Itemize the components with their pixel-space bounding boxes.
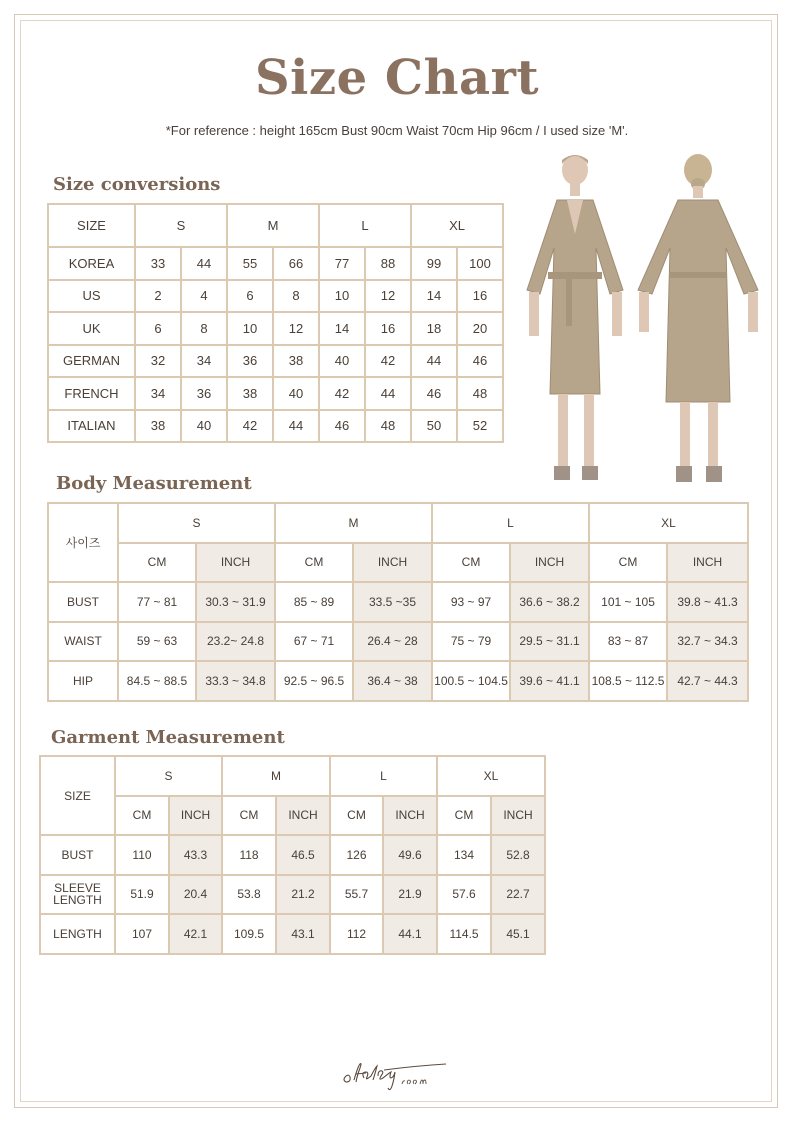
unit-inch-header: INCH <box>667 543 748 583</box>
table-cell: 42 <box>365 345 411 378</box>
table-cell: 34 <box>181 345 227 378</box>
table-cell: 14 <box>411 280 457 313</box>
row-label: BUST <box>40 835 115 875</box>
table-cell: 44 <box>365 377 411 410</box>
table-cell: 32 <box>135 345 181 378</box>
table-cell: 114.5 <box>437 914 491 954</box>
table-cell: 10 <box>319 280 365 313</box>
table-row <box>48 280 503 313</box>
table-cell: 51.9 <box>115 875 169 915</box>
table-cell: 100.5 ~ 104.5 <box>432 661 510 701</box>
table-cell: 18 <box>411 312 457 345</box>
table-cell: 20 <box>457 312 503 345</box>
garment-measurement-heading: Garment Measurement <box>51 727 285 748</box>
reference-note: *For reference : height 165cm Bust 90cm Waist 70cm Hip 96cm / I used size 'M'. <box>165 123 629 138</box>
table-cell: 110 <box>115 835 169 875</box>
table-cell: 101 ~ 105 <box>589 582 667 622</box>
row-label: HIP <box>48 661 118 701</box>
unit-header-row <box>40 796 545 836</box>
table-cell: 10 <box>227 312 273 345</box>
unit-inch-header: INCH <box>383 796 437 836</box>
table-cell: 57.6 <box>437 875 491 915</box>
table-cell: 42 <box>319 377 365 410</box>
table-cell: 20.4 <box>169 875 222 915</box>
table-header-row <box>40 756 545 796</box>
row-label: UK <box>48 312 135 345</box>
table-cell: 22.7 <box>491 875 545 915</box>
table-cell: 44.1 <box>383 914 437 954</box>
unit-inch-header: INCH <box>353 543 432 583</box>
table-cell: 42.7 ~ 44.3 <box>667 661 748 701</box>
table-cell: 40 <box>181 410 227 443</box>
table-cell: 93 ~ 97 <box>432 582 510 622</box>
table-cell: 92.5 ~ 96.5 <box>275 661 353 701</box>
front-view-model <box>527 155 623 480</box>
table-row <box>40 914 545 954</box>
table-cell: 46 <box>319 410 365 443</box>
table-cell: 99 <box>411 247 457 280</box>
table-cell: 45.1 <box>491 914 545 954</box>
table-cell: 36 <box>227 345 273 378</box>
table-row <box>48 622 748 662</box>
size-xl-header: XL <box>411 204 503 247</box>
back-view-model <box>638 154 758 482</box>
table-cell: 107 <box>115 914 169 954</box>
table-cell: 77 <box>319 247 365 280</box>
table-cell: 59 ~ 63 <box>118 622 196 662</box>
table-cell: 46 <box>457 345 503 378</box>
table-cell: 49.6 <box>383 835 437 875</box>
table-cell: 48 <box>365 410 411 443</box>
table-cell: 44 <box>411 345 457 378</box>
table-cell: 26.4 ~ 28 <box>353 622 432 662</box>
unit-inch-header: INCH <box>196 543 275 583</box>
table-cell: 88 <box>365 247 411 280</box>
table-row <box>48 410 503 443</box>
size-header: 사이즈 <box>48 503 118 582</box>
table-cell: 42.1 <box>169 914 222 954</box>
unit-cm-header: CM <box>275 543 353 583</box>
unit-inch-header: INCH <box>510 543 589 583</box>
table-cell: 112 <box>330 914 383 954</box>
row-label: GERMAN <box>48 345 135 378</box>
size-s-header: S <box>118 503 275 543</box>
garment-measurement-table <box>39 755 546 955</box>
table-row <box>40 835 545 875</box>
size-m-header: M <box>227 204 319 247</box>
table-cell: 83 ~ 87 <box>589 622 667 662</box>
table-cell: 40 <box>319 345 365 378</box>
body-measurement-table <box>47 502 749 702</box>
table-cell: 21.9 <box>383 875 437 915</box>
unit-cm-header: CM <box>330 796 383 836</box>
table-cell: 16 <box>365 312 411 345</box>
unit-inch-header: INCH <box>276 796 330 836</box>
row-label: ITALIAN <box>48 410 135 443</box>
unit-cm-header: CM <box>589 543 667 583</box>
table-cell: 44 <box>273 410 319 443</box>
table-row <box>48 661 748 701</box>
table-cell: 36.4 ~ 38 <box>353 661 432 701</box>
size-s-header: S <box>115 756 222 796</box>
table-cell: 12 <box>365 280 411 313</box>
table-cell: 36 <box>181 377 227 410</box>
table-cell: 2 <box>135 280 181 313</box>
unit-cm-header: CM <box>222 796 276 836</box>
table-cell: 6 <box>227 280 273 313</box>
table-header-row <box>48 503 748 543</box>
table-cell: 43.3 <box>169 835 222 875</box>
table-cell: 42 <box>227 410 273 443</box>
table-cell: 84.5 ~ 88.5 <box>118 661 196 701</box>
unit-cm-header: CM <box>115 796 169 836</box>
table-row <box>48 312 503 345</box>
size-header: SIZE <box>40 756 115 835</box>
table-cell: 12 <box>273 312 319 345</box>
table-row <box>48 582 748 622</box>
unit-header-row <box>48 543 748 583</box>
table-cell: 43.1 <box>276 914 330 954</box>
table-cell: 8 <box>181 312 227 345</box>
table-header-row <box>48 204 503 247</box>
table-cell: 23.2~ 24.8 <box>196 622 275 662</box>
table-cell: 50 <box>411 410 457 443</box>
table-row <box>48 247 503 280</box>
table-cell: 109.5 <box>222 914 276 954</box>
table-row <box>48 377 503 410</box>
table-cell: 67 ~ 71 <box>275 622 353 662</box>
unit-cm-header: CM <box>432 543 510 583</box>
table-cell: 100 <box>457 247 503 280</box>
table-cell: 29.5 ~ 31.1 <box>510 622 589 662</box>
unit-inch-header: INCH <box>169 796 222 836</box>
table-cell: 66 <box>273 247 319 280</box>
table-cell: 46.5 <box>276 835 330 875</box>
table-cell: 38 <box>135 410 181 443</box>
size-m-header: M <box>222 756 330 796</box>
table-cell: 4 <box>181 280 227 313</box>
table-cell: 53.8 <box>222 875 276 915</box>
table-cell: 39.8 ~ 41.3 <box>667 582 748 622</box>
size-conversions-heading: Size conversions <box>53 174 221 195</box>
row-label: KOREA <box>48 247 135 280</box>
size-xl-header: XL <box>589 503 748 543</box>
size-header: SIZE <box>48 204 135 247</box>
size-m-header: M <box>275 503 432 543</box>
table-cell: 134 <box>437 835 491 875</box>
table-cell: 6 <box>135 312 181 345</box>
table-cell: 55.7 <box>330 875 383 915</box>
table-row <box>40 875 545 915</box>
table-cell: 55 <box>227 247 273 280</box>
row-label-line1: SLEEVE <box>54 881 101 896</box>
table-cell: 33 <box>135 247 181 280</box>
brand-logo <box>340 1058 452 1092</box>
table-cell: 44 <box>181 247 227 280</box>
table-cell: 77 ~ 81 <box>118 582 196 622</box>
table-cell: 34 <box>135 377 181 410</box>
row-label: WAIST <box>48 622 118 662</box>
table-cell: 38 <box>227 377 273 410</box>
table-cell: 32.7 ~ 34.3 <box>667 622 748 662</box>
table-cell: 38 <box>273 345 319 378</box>
table-cell: 75 ~ 79 <box>432 622 510 662</box>
table-cell: 33.3 ~ 34.8 <box>196 661 275 701</box>
unit-cm-header: CM <box>437 796 491 836</box>
row-label <box>40 875 115 915</box>
row-label: LENGTH <box>40 914 115 954</box>
table-cell: 126 <box>330 835 383 875</box>
table-cell: 118 <box>222 835 276 875</box>
size-l-header: L <box>319 204 411 247</box>
table-cell: 21.2 <box>276 875 330 915</box>
table-row <box>48 345 503 378</box>
table-cell: 39.6 ~ 41.1 <box>510 661 589 701</box>
table-cell: 8 <box>273 280 319 313</box>
unit-cm-header: CM <box>118 543 196 583</box>
row-label: US <box>48 280 135 313</box>
table-cell: 16 <box>457 280 503 313</box>
table-cell: 46 <box>411 377 457 410</box>
table-cell: 48 <box>457 377 503 410</box>
model-robe-illustration <box>508 150 766 486</box>
table-cell: 14 <box>319 312 365 345</box>
page-title: Size Chart <box>254 50 540 106</box>
row-label-line2: LENGTH <box>53 893 102 908</box>
table-cell: 85 ~ 89 <box>275 582 353 622</box>
unit-inch-header: INCH <box>491 796 545 836</box>
row-label: BUST <box>48 582 118 622</box>
size-xl-header: XL <box>437 756 545 796</box>
table-cell: 40 <box>273 377 319 410</box>
row-label: FRENCH <box>48 377 135 410</box>
table-cell: 52 <box>457 410 503 443</box>
table-cell: 108.5 ~ 112.5 <box>589 661 667 701</box>
size-s-header: S <box>135 204 227 247</box>
size-conversions-table <box>47 203 504 443</box>
size-l-header: L <box>330 756 437 796</box>
body-measurement-heading: Body Measurement <box>56 473 252 494</box>
table-cell: 52.8 <box>491 835 545 875</box>
table-cell: 36.6 ~ 38.2 <box>510 582 589 622</box>
table-cell: 30.3 ~ 31.9 <box>196 582 275 622</box>
size-l-header: L <box>432 503 589 543</box>
table-cell: 33.5 ~35 <box>353 582 432 622</box>
